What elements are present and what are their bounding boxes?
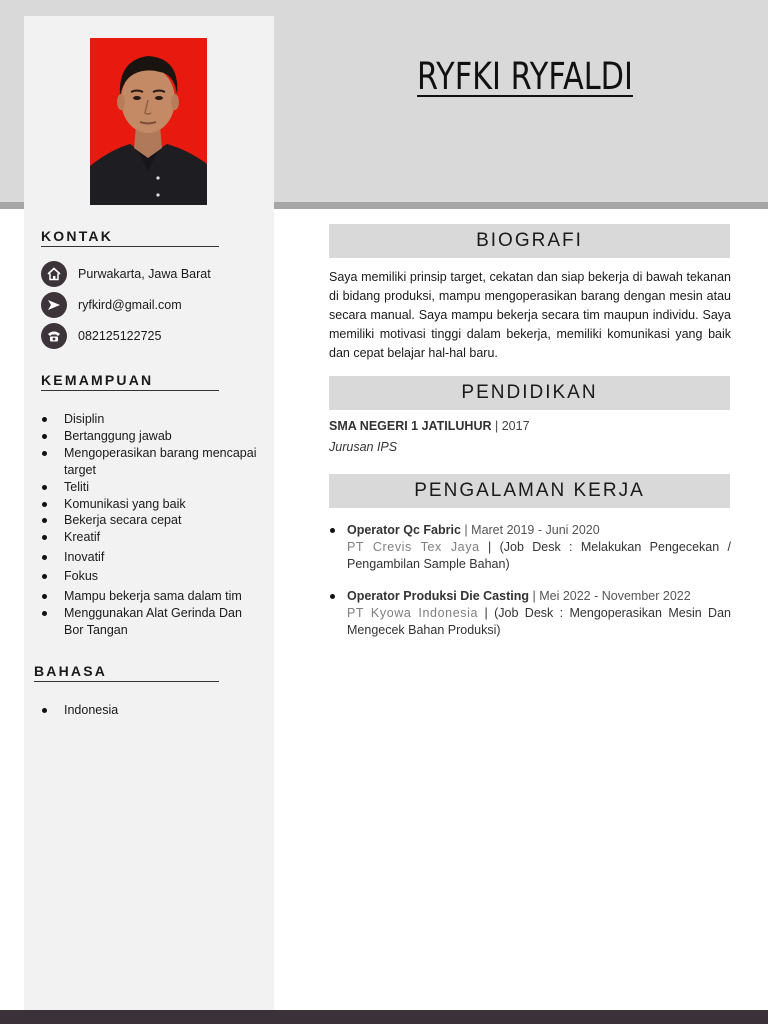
- list-item: Bertanggung jawab: [40, 428, 260, 445]
- job-entry: Operator Qc Fabric | Maret 2019 - Juni 2020 PT Crevis Tex Jaya | (Job Desk : Melakukan Pengecekan / Pengambilan Sample Bahan): [347, 522, 731, 573]
- kontak-heading: KONTAK: [41, 228, 219, 247]
- candidate-name: RYFKI RYFALDI: [417, 55, 633, 98]
- profile-photo: [90, 38, 207, 205]
- contact-email-text: ryfkird@gmail.com: [78, 298, 182, 312]
- list-item: Fokus: [40, 568, 260, 585]
- send-icon: [41, 292, 67, 318]
- list-item: Menggunakan Alat Gerinda Dan Bor Tangan: [40, 605, 260, 638]
- home-icon: [41, 261, 67, 287]
- job-description: (Job Desk : Mengoperasikan Mesin Dan Mengecek Bahan Produksi): [347, 606, 731, 637]
- list-item: Teliti: [40, 479, 260, 496]
- list-item: Kreatif: [40, 529, 260, 546]
- list-item: Inovatif: [40, 549, 260, 566]
- contact-email: [41, 292, 182, 318]
- list-item: Mampu bekerja sama dalam tim: [40, 588, 260, 605]
- footer-bar: [0, 1010, 768, 1024]
- job-company: PT Crevis Tex Jaya: [347, 540, 480, 554]
- biografi-heading: BIOGRAFI: [329, 224, 730, 258]
- bullet-dot: [330, 594, 335, 599]
- list-item: Mengoperasikan barang mencapai target: [40, 445, 260, 478]
- job-entry: Operator Produksi Die Casting | Mei 2022 - November 2022 PT Kyowa Indonesia | (Job Desk : Mengoperasikan Mesin Dan Mengecek Bahan Produksi): [347, 588, 731, 639]
- education-separator: |: [495, 419, 499, 433]
- education-entry: [329, 419, 530, 433]
- education-major: Jurusan IPS: [329, 440, 398, 454]
- list-item: Komunikasi yang baik: [40, 496, 260, 513]
- phone-icon: [41, 323, 67, 349]
- contact-address-text: Purwakarta, Jawa Barat: [78, 267, 211, 281]
- pendidikan-heading: PENDIDIKAN: [329, 376, 730, 410]
- bahasa-heading: BAHASA: [34, 663, 219, 682]
- job-description: (Job Desk : Melakukan Pengecekan / Pengambilan Sample Bahan): [347, 540, 731, 571]
- school-name: SMA NEGERI 1 JATILUHUR: [329, 419, 492, 433]
- kemampuan-heading: KEMAMPUAN: [41, 372, 219, 391]
- job-period: Mei 2022 - November 2022: [539, 589, 691, 603]
- list-item: Disiplin: [40, 411, 260, 428]
- contact-phone: [41, 323, 161, 349]
- list-item: Bekerja secara cepat: [40, 512, 260, 529]
- biografi-text: Saya memiliki prinsip target, cekatan dan siap bekerja di bawah tekanan di bidang produksi, mampu mengoperasikan barang dengan mesin atau secara manual. Saya mampu bekerja secara tim maupun individu. Saya memiliki motivasi tinggi dalam bekerja, memiliki komunikasi yang baik dan cepat belajar hal-hal baru.: [329, 270, 731, 360]
- graduation-year: 2017: [501, 419, 530, 433]
- job-company: PT Kyowa Indonesia: [347, 606, 479, 620]
- contact-address: [41, 261, 211, 287]
- pengalaman-heading: PENGALAMAN KERJA: [329, 474, 730, 508]
- job-period: Maret 2019 - Juni 2020: [471, 523, 600, 537]
- contact-phone-text: 082125122725: [78, 329, 162, 343]
- job-title: Operator Produksi Die Casting: [347, 589, 529, 603]
- job-title: Operator Qc Fabric: [347, 523, 461, 537]
- bullet-dot: [330, 528, 335, 533]
- list-item: Indonesia: [40, 702, 260, 719]
